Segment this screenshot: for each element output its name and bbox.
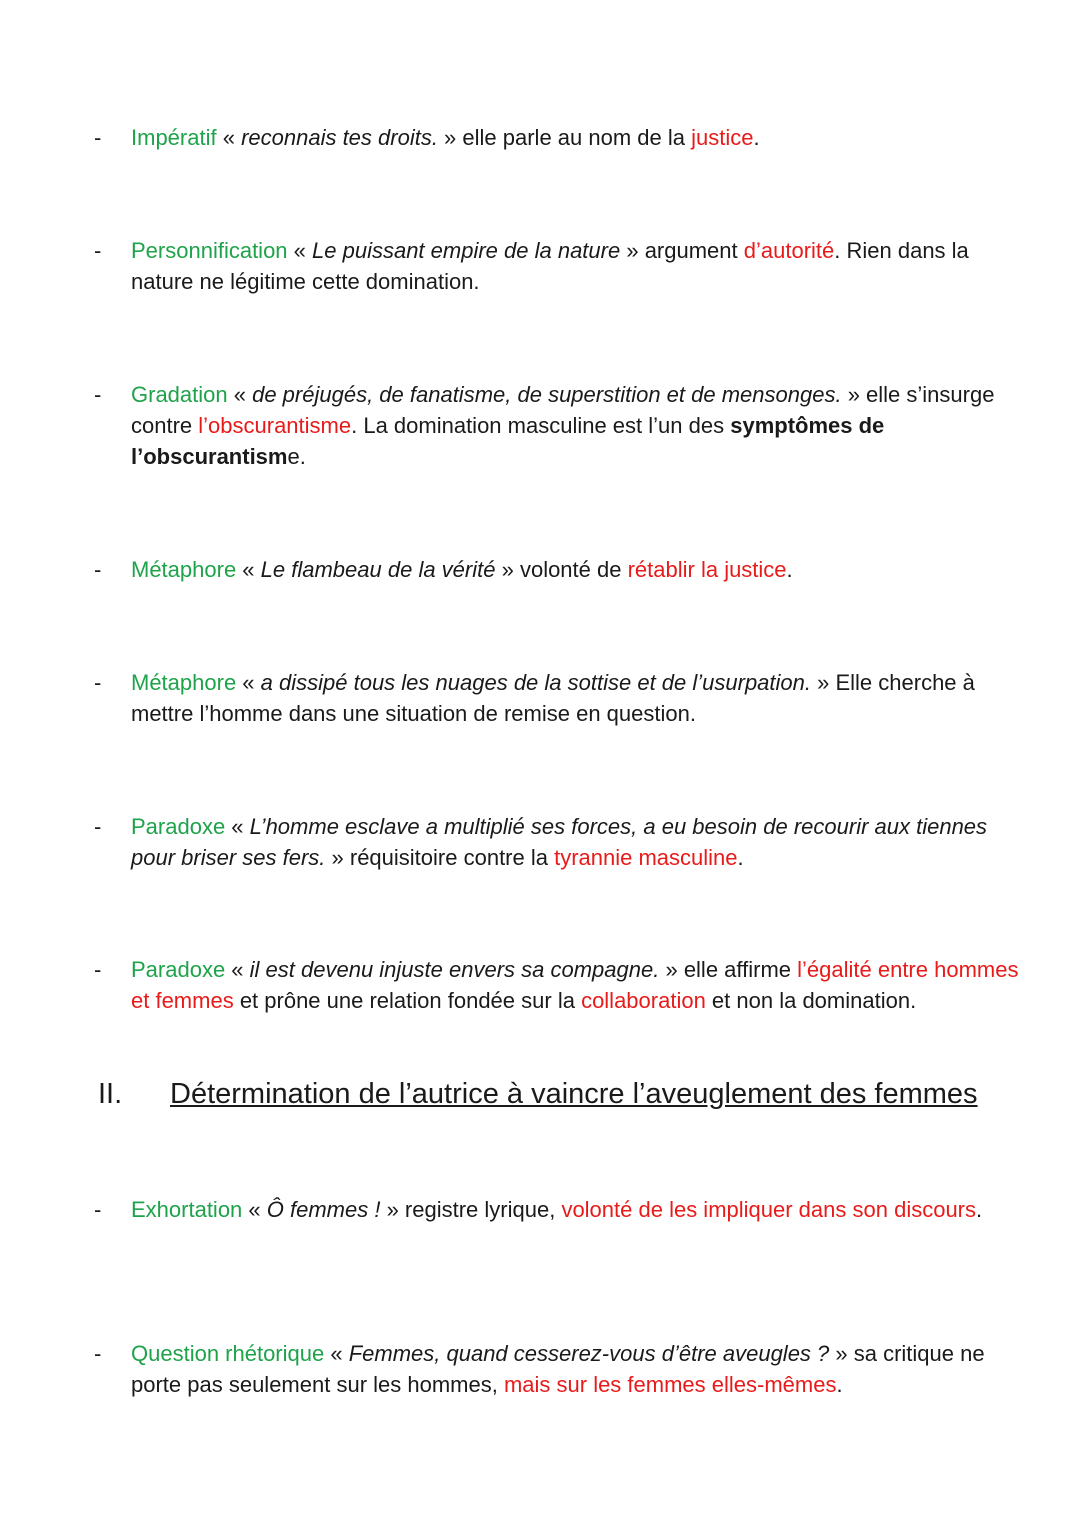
list-dash: - — [94, 557, 102, 582]
highlight: justice — [691, 125, 754, 150]
list-dash: - — [94, 382, 102, 407]
highlight: l’obscurantisme — [198, 413, 352, 438]
list-item-text: Personnification « Le puissant empire de la nature » argument d’autorité. Rien dans la nature ne légitime cette domination. — [131, 238, 969, 294]
list-item-text: Exhortation « Ô femmes ! » registre lyrique, volonté de les impliquer dans son discours. — [131, 1197, 983, 1222]
highlight: rétablir la justice — [627, 557, 787, 582]
section-title: Détermination de l’autrice à vaincre l’aveuglement des femmes — [170, 1078, 978, 1110]
highlight: collaboration — [581, 988, 706, 1013]
figure-label: Personnification — [131, 238, 288, 263]
list-dash: - — [94, 238, 102, 263]
quotation: Le puissant empire de la nature — [312, 238, 621, 263]
figure-label: Métaphore — [131, 557, 237, 582]
list-dash: - — [94, 1197, 102, 1222]
quotation: de préjugés, de fanatisme, de superstition et de mensonges. — [252, 382, 842, 407]
quotation: il est devenu injuste envers sa compagne. — [249, 957, 660, 982]
highlight: l’égalité entre hommes et femmes — [131, 957, 1019, 1013]
section-number: II. — [98, 1078, 123, 1110]
quotation: Femmes, quand cesserez-vous d’être aveugles ? — [348, 1341, 830, 1366]
list-item-text: Paradoxe « L’homme esclave a multiplié ses forces, a eu besoin de recourir aux tiennes pour briser ses fers. » réquisitoire contre la tyrannie masculine. — [131, 814, 988, 870]
list-item-text: Paradoxe « il est devenu injuste envers sa compagne. » elle affirme l’égalité entre hommes et femmes et prône une relation fondée sur la collaboration et non la domination. — [131, 957, 1019, 1013]
figure-label: Impératif — [131, 125, 217, 150]
quotation: a dissipé tous les nuages de la sottise et de l’usurpation. — [260, 670, 811, 695]
figure-label: Exhortation — [131, 1197, 243, 1222]
list-dash: - — [94, 125, 102, 150]
list-item-text: Gradation « de préjugés, de fanatisme, de superstition et de mensonges. » elle s’insurge contre l’obscurantisme. La domination masculine est l’un des symptômes de l’obscurantisme. — [131, 382, 995, 469]
list-dash: - — [94, 670, 102, 695]
figure-label: Question rhétorique — [131, 1341, 325, 1366]
figure-label: Gradation — [131, 382, 228, 407]
list-item-text: Impératif « reconnais tes droits. » elle parle au nom de la justice. — [131, 125, 760, 150]
highlight: mais sur les femmes elles-mêmes — [503, 1372, 837, 1397]
list-item-text: Question rhétorique « Femmes, quand cesserez-vous d’être aveugles ? » sa critique ne porte pas seulement sur les hommes, mais sur les femmes elles-mêmes. — [131, 1341, 985, 1397]
list-dash: - — [94, 814, 102, 839]
list-item-text: Métaphore « Le flambeau de la vérité » volonté de rétablir la justice. — [131, 557, 793, 582]
figure-label: Paradoxe — [131, 957, 226, 982]
quotation: L’homme esclave a multiplié ses forces, a eu besoin de recourir aux tiennes pour briser ses fers. — [131, 814, 988, 870]
list-dash: - — [94, 957, 102, 982]
quotation: reconnais tes droits. — [241, 125, 438, 150]
highlight: volonté de les impliquer dans son discours — [561, 1197, 976, 1222]
figure-label: Métaphore — [131, 670, 237, 695]
quotation: Le flambeau de la vérité — [260, 557, 496, 582]
highlight: tyrannie masculine — [554, 845, 738, 870]
quotation: Ô femmes ! — [266, 1197, 381, 1222]
list-dash: - — [94, 1341, 102, 1366]
list-item-text: Métaphore « a dissipé tous les nuages de la sottise et de l’usurpation. » Elle cherche à mettre l’homme dans une situation de remise en question. — [131, 670, 975, 726]
highlight: d’autorité — [743, 238, 835, 263]
bold-text: symptômes de l’obscurantism — [131, 413, 885, 469]
figure-label: Paradoxe — [131, 814, 226, 839]
